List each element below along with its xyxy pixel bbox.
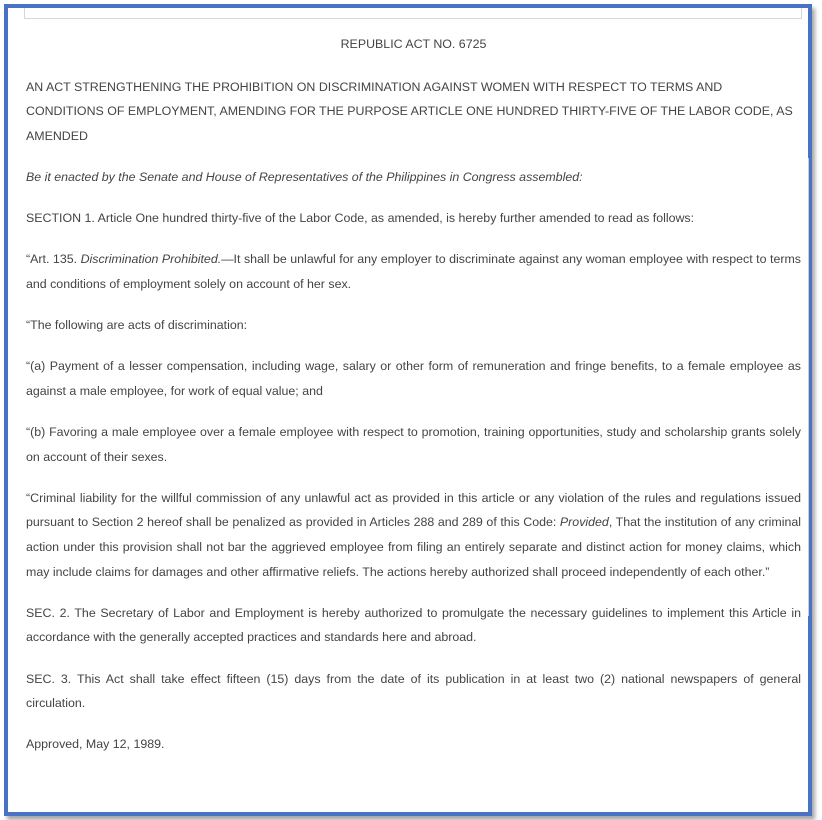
act-heading: AN ACT STRENGTHENING THE PROHIBITION ON DISCRIMINATION AGAINST WOMEN WITH RESPECT TO TERMS AND CONDITIONS OF EMPLOYMENT, AMENDING FOR THE PURPOSE ARTICLE ONE HUNDRED THIRTY-FIVE OF THE LABOR CODE, AS AMENDED: [26, 79, 793, 143]
acts-intro: “The following are acts of discrimination:: [26, 318, 248, 333]
article-135: [26, 247, 801, 296]
document-frame: [4, 4, 812, 816]
article-135-body: —It shall be unlawful for any employer to discriminate against any woman employee with respect to terms and conditions of employment solely on account of her sex.: [26, 252, 802, 291]
item-a: “(a) Payment of a lesser compensation, including wage, salary or other form of remuneration and fringe benefits, to a female employee as against a male employee, for work of equal value; and: [26, 359, 801, 398]
top-divider-left: [24, 8, 25, 18]
item-b: “(b) Favoring a male employee over a female employee with respect to promotion, training opportunities, study and scholarship grants solely on account of their sexes.: [26, 425, 801, 464]
document-body: [26, 32, 801, 774]
top-divider: [24, 18, 802, 19]
provided-proviso: Provided: [559, 515, 609, 530]
section-1: SECTION 1. Article One hundred thirty-five of the Labor Code, as amended, is hereby further amended to read as follows:: [26, 211, 695, 226]
section-2: SEC. 2. The Secretary of Labor and Employment is hereby authorized to promulgate the necessary guidelines to implement this Article in accordance with the generally accepted practices and standards here and abroad.: [26, 605, 801, 645]
approved-date: Approved, May 12, 1989.: [26, 737, 165, 752]
article-135-caption: Discrimination Prohibited.: [80, 252, 222, 267]
enacting-clause: [26, 165, 801, 190]
criminal-liability-before: “Criminal liability for the willful commission of any unlawful act as provided in this article or any violation of the rules and regulations issued pursuant to Section 2 hereof shall be penalized as provided in Articles 288 and 289 of this Code:: [26, 490, 801, 530]
section-3: SEC. 3. This Act shall take effect fifteen (15) days from the date of its publication in at least two (2) national newspapers of general circulation.: [26, 671, 801, 711]
article-135-prefix: “Art. 135.: [26, 252, 81, 267]
top-divider-right: [801, 8, 802, 18]
criminal-liability: [26, 486, 801, 584]
enacting-clause-text: Be it enacted by the Senate and House of Representatives of the Philippines in Congress assembled:: [26, 169, 583, 184]
criminal-liability-after: , That the institution of any criminal action under this provision shall not bar the aggrieved employee from filing an entirely separate and distinct action for money claims, which may include claims for damages and other affirmative reliefs. The actions hereby authorized shall proceed independently of each other.”: [26, 515, 801, 579]
right-edge-rule: [808, 158, 809, 616]
act-title: REPUBLIC ACT NO. 6725: [340, 37, 487, 51]
